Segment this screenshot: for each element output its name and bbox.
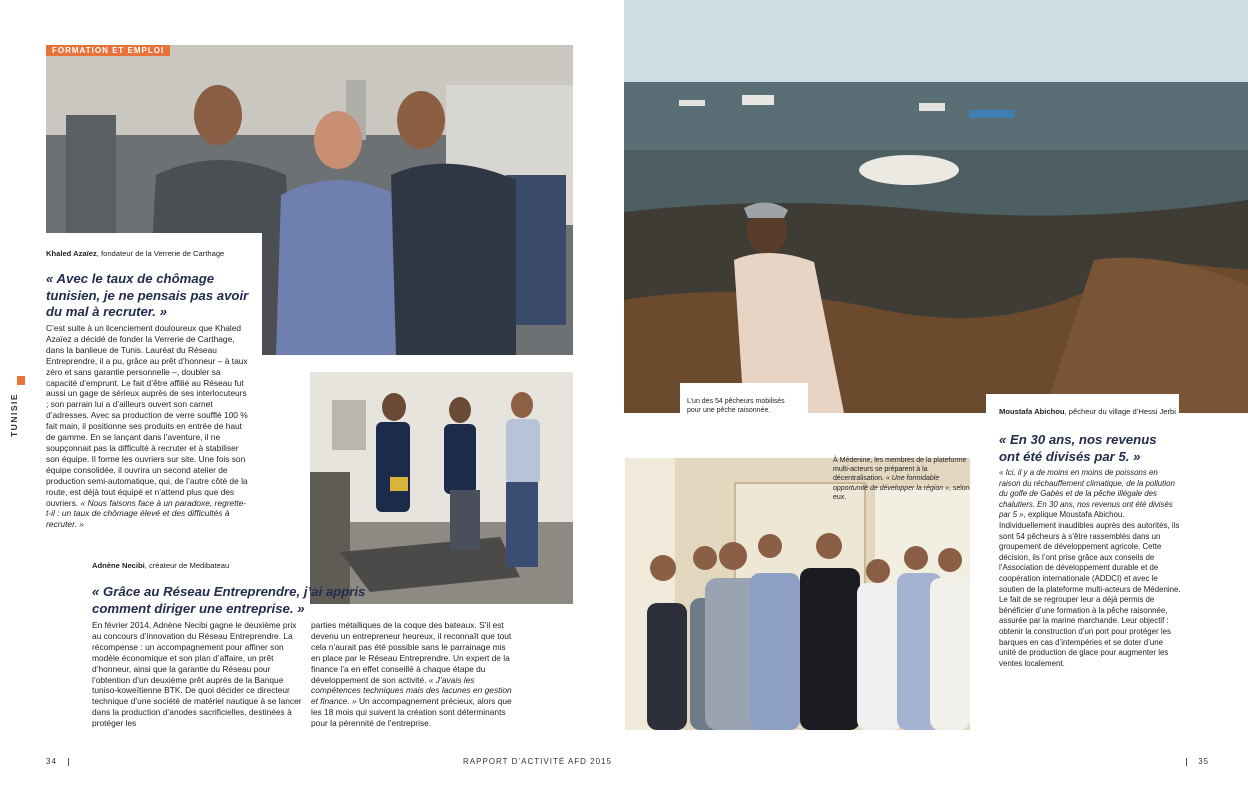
country-side-tab [9,376,28,466]
body-moustafa [999,468,1181,669]
quote-moustafa: « En 30 ans, nos revenus ont été divisés par 5. » [999,432,1157,464]
section-tag: FORMATION ET EMPLOI [46,45,170,56]
page-number-34: 34 [46,757,57,766]
page-number-left [46,757,69,766]
side-label: TUNISIE [9,392,20,438]
body-adnene-col1 [92,620,302,729]
body-khaled [46,323,250,530]
body-moustafa-text: , explique Moustafa Abichou. Individuellement inaudibles auprès des autorités, ils sont 54 pêcheurs à s’être rassemblés dans un groupement de développement agricole. Cette décision, ils l’ont prise grâce aux conseils de l’Association de développement durable et de coopération internationale (ADDCI) et avec le soutien de la plateforme multi-acteurs de Médenine. Le fait de se regrouper leur a déjà permis de bénéficier d’une formation à la pêche raisonnée, assurée par la marine marchande. Leur objectif : obtenir la construction d’un port pour protéger les barques en cas d’intempéries et se doter d’une unité de production de glace pour augmenter les ventes localement. [999,510,1181,668]
quote-adnene: « Grâce au Réseau Entreprendre, j’ai appris comment diriger une entreprise. » [92,584,366,616]
caption-platform-quote: « Une formidable opportunité de développer la région » [833,475,949,492]
body-adnene-col1-text: En février 2014, Adnène Necibi gagne le deuxième prix au concours d’innovation du Réseau Entreprendre. La récompense : un accompagnement pour affiner son modèle économique et son plan d’affaire, un prêt d’honneur, ainsi que la garantie du Réseau pour l’obtention d’un deuxième prêt auprès de la Banque tuniso-koweïtienne BTK. De quoi décider ce directeur technique d’une société de matériel nautique à se lancer dans la production d’anodes sacrificielles, destinées à protéger les [92,620,302,729]
body-khaled-quote: « Nous faisons face à un paradoxe, regrette-t-il : un taux de chômage élevé et des difficultés à recruter. » [46,497,247,530]
page-number-right [1186,757,1209,766]
caption-fishers: L’un des 54 pêcheurs mobilisés pour une pêche raisonnée. [687,398,785,415]
caption-adnene-name: Adnène Necibi [92,561,145,570]
body-adnene-col2-quote: « J’avais les compétences techniques mais des lacunes en gestion et finance. » [311,674,512,707]
caption-platform-end: , selon eux. [833,484,970,501]
photo-medibateau-workshop [310,372,573,604]
caption-khaled-name: Khaled Azaïez [46,249,97,258]
caption-adnene [92,561,292,571]
caption-platform-text: À Médenine, les membres de la plateforme multi-acteurs se préparent à la décentralisation. [833,457,967,483]
page-number-35: 35 [1198,757,1210,766]
caption-khaled [46,249,261,259]
caption-adnene-role: , créateur de Medibateau [144,561,230,570]
caption-moustafa [999,407,1189,417]
footer-report-title: RAPPORT D’ACTIVITÉ AFD 2015 [463,757,612,766]
side-accent-mark [17,376,25,385]
caption-khaled-role: , fondateur de la Verrerie de Carthage [96,249,225,258]
caption-moustafa-name: Moustafa Abichou [999,407,1065,416]
body-adnene-col2-end: Un accompagnement précieux, alors que les 18 mois qui suivent la création sont déterminants pour la pérennité de l’entreprise. [311,696,512,729]
photo-fisherman-shore [624,0,1248,413]
caption-moustafa-role: , pêcheur du village d’Hessi Jerbi [1064,407,1176,416]
body-adnene-col2 [311,620,516,729]
quote-khaled: « Avec le taux de chômage tunisien, je ne pensais pas avoir du mal à recruter. » [46,271,249,319]
body-khaled-text: C’est suite à un licenciement douloureux que Khaled Azaïez a décidé de fonder la Verrerie de Carthage, dans la banlieue de Tunis. Lauréat du Réseau Entreprendre, il a pu, grâce au prêt d’honneur – à taux zéro et sans garantie personnelle –, doubler sa capacité d’emprunt. Le fait d’être affilié au Réseau fut aussi un gage de sérieux auprès de ses interlocuteurs ; son parrain lui a d’ailleurs ouvert son carnet d’adresses. Avec sa production de verre soufflé 100 % fait main, il positionne ses produits en entrée de haut de gamme. En se lançant dans l’aventure, il ne soupçonnait pas la difficulté à recruter et à stabiliser son équipe. Il forme les ouvriers sur site. Une fois son équipe consolidée, il ouvrira un second atelier de production semi-automatique, qui, de l’autre côté de la route, est déjà tout équipé et n’attend plus que des ouvriers. [46,323,248,508]
body-adnene-col2-text: parties métalliques de la coque des bateaux. S’il est devenu un entrepreneur heureux, il reconnaît que tout cela n’aurait pas été possible sans le parrainage mis en place par le Réseau Entreprendre. Un expert de la finance l’a en effet conseillé à chaque étape du développement de son activité. [311,620,512,685]
body-moustafa-quote: « Ici, il y a de moins en moins de poissons en raison du réchauffement climatique, de la pollution du golfe de Gabès et de la pêche illégale des chalutiers. En 30 ans, nos revenus ont été divisés par 5 » [999,468,1175,520]
caption-platform [833,456,973,502]
